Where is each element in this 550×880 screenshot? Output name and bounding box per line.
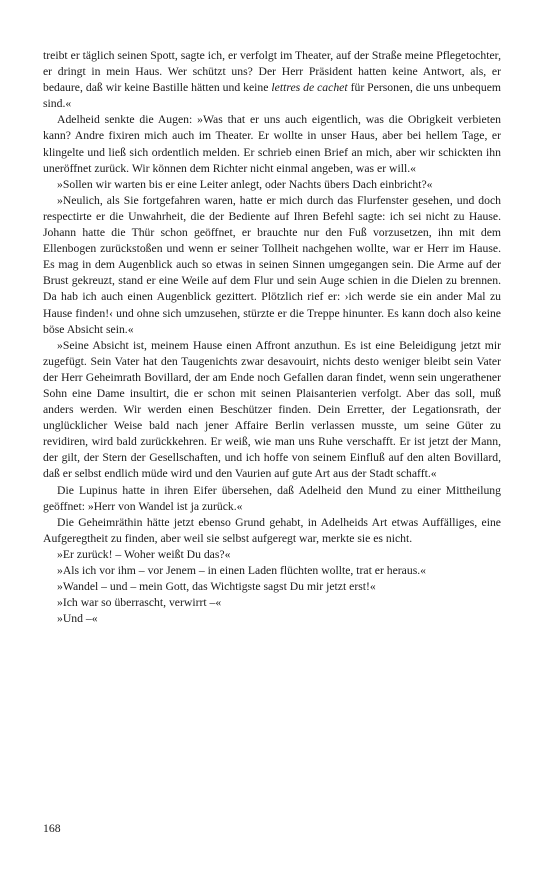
- paragraph-7: Die Geheimräthin hätte jetzt ebenso Grund gehabt, in Adelheids Art etwas Auffälliges, eine Aufgeregtheit zu finden, aber weil sie selbst aufgeregt war, merkte sie es nicht.: [43, 515, 501, 545]
- paragraph-2: Adelheid senkte die Augen: »Was that er uns auch eigentlich, was die Obrigkeit verbieten kann? Andre fixiren mich auch im Theater. Er wollte in unser Haus, aber bei hellem Tage, er klingelte und ließ sich ordentlich melden. Er schrieb einen Brief an mich, aber wir schickten ihn uneröffnet zurück. Wir können dem Richter nicht einmal angeben, was er will.«: [43, 113, 501, 175]
- paragraph-3: »Sollen wir warten bis er eine Leiter anlegt, oder Nachts übers Dach einbricht?«: [57, 177, 433, 191]
- paragraph-8: »Er zurück! – Woher weißt Du das?«: [57, 547, 231, 561]
- page-number: 168: [43, 822, 61, 835]
- paragraph-4: »Neulich, als Sie fortgefahren waren, hatte er mich durch das Flurfenster gesehen, und doch respectirte er die Unwahrheit, die der Bediente auf Ihren Befehl sagte: ich sei nicht zu Hause. Johann hatte die Thür schon geöffnet, er brauchte nur den Fuß vorzusetzen, ihn mit dem Ellenbogen zurückstoßen und wenn er seiner Tollheit nachgehen wollte, war er Herr im Hause. Es mag in dem Augenblick auch so etwas in seinen Sinnen umgegangen sein. Die Arme auf der Brust gekreuzt, stand er eine Weile auf dem Flur und sein Auge schien in die Dielen zu brennen. Da hab ich auch einen Augenblick gezittert. Plötzlich rief er: ›ich werde sie ein ander Mal zu Hause finden!‹ und ohne sich umzusehen, stürzte er die Treppe hinunter. Es kann doch also keine böse Absicht sein.«: [43, 193, 501, 336]
- italic-phrase: lettres de cachet: [271, 81, 348, 95]
- paragraph-6: Die Lupinus hatte in ihren Eifer übersehen, daß Adelheid den Mund zu einer Mittheilung geöffnet: »Herr von Wandel ist ja zurück.«: [43, 483, 501, 513]
- body-text: [43, 48, 501, 627]
- paragraph-11: »Ich war so überrascht, verwirrt –«: [57, 596, 222, 610]
- paragraph-1: treibt er täglich seinen Spott, sagte ich, er verfolgt im Theater, auf der Straße meine Pflegetochter, er dringt in mein Haus. Wer schützt uns? Der Herr Präsident hatten keine Antwort, als, er bedaure, daß wir keine Bastille hätten und keine lettres de cachet für Personen, die uns unbequem sind.«: [43, 49, 501, 111]
- paragraph-5: »Seine Absicht ist, meinem Hause einen Affront anzuthun. Es ist eine Beleidigung jetzt mir zugefügt. Sein Vater hat den Taugenichts zwar desavouirt, nichts desto weniger bleibt sein Vater der Herr Geheimrath Bovillard, der am Ende noch Gefallen daran findet, wenn sein ungerathener Sohn eine Dame insultirt, die er schon mit seinen Plaisanterien verfolgt. Aber das soll, muß anders werden. Wir werden einen Beschützer finden. Dein Erretter, der Legationsrath, der unglücklicher Weise bald nach jener Affaire Berlin verlassen musste, um seine Güter zu revidiren, wird bald zurückkehren. Er weiß, wie man uns Ruhe verschafft. Er ist jetzt der Mann, der gilt, der Stern der Gesellschaften, und ich hoffe von seinem Einfluß auf den alten Bovillard, daß er selbst endlich müde wird und den Vaurien auf gute Art aus der Stadt schafft.«: [43, 338, 501, 481]
- paragraph-9: »Als ich vor ihm – vor Jenem – in einen Laden flüchten wollte, trat er heraus.«: [57, 564, 427, 577]
- paragraph-12: »Und –«: [57, 612, 98, 626]
- paragraph-10: »Wandel – und – mein Gott, das Wichtigste sagst Du mir jetzt erst!«: [57, 580, 376, 594]
